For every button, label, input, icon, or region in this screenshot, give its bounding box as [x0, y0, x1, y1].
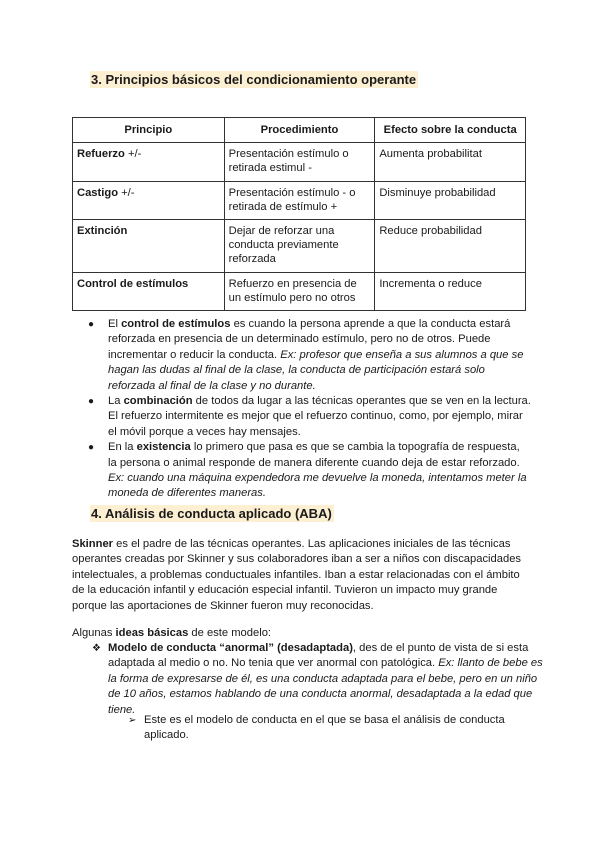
table-cell-procedure: Dejar de reforzar una conducta previamente reforzada: [224, 220, 375, 273]
section-3-heading: 3. Principios básicos del condicionamiento operante: [91, 72, 417, 87]
section-4-heading: 4. Análisis de conducta aplicado (ABA): [91, 506, 332, 521]
table-cell-principle: Refuerzo +/-: [73, 143, 225, 181]
table-header-row: [73, 118, 526, 143]
list-item-level-1: ❖ Modelo de conducta “anormal” (desadaptada), des de el punto de vista de si esta adaptada al medio o no. No tenia que ver anormal con patológica. Ex: llanto de bebe es la forma de expresarse de él, es una conducta adaptada para el bebe, pero en un niño de 10 años, estamos hablando de una conducta anormal, desadaptada a la edad que tiene.: [92, 642, 543, 716]
bullet-dot-icon: ●: [88, 396, 95, 408]
table-cell-principle: Control de estímulos: [73, 272, 225, 310]
list-item-level-2: ➢ Este es el modelo de conducta en el que se basa el análisis de conducta aplicado.: [128, 714, 505, 742]
table-cell-procedure: Presentación estímulo - o retirada de estímulo +: [224, 181, 375, 219]
list-item: ● En la existencia lo primero que pasa es que se cambia la topografía de respuesta, la persona o animal responde de manera diferente cuando deja de estar reforzado. Ex: cuando una máquina expendedora me devuelve la moneda, intentamos meter la moneda de diferentes maneras.: [88, 441, 527, 500]
skinner-paragraph: Skinner es el padre de las técnicas operantes. Las aplicaciones iniciales de las técnicas operantes creadas por Skinner y sus colaboradores iban a ser a niños con discapacidades intelectuales, a problemas conductuales infantiles. Iban a estar relacionadas con el ámbito de la educación infantil y educación especial infantil. Tuvieron un impacto muy grande porque las aportaciones de Skinner fueron muy reconocidas.: [72, 538, 522, 612]
table-cell-effect: Reduce probabilidad: [375, 220, 526, 273]
diamond-bullet-icon: ❖: [92, 643, 101, 654]
table-row: [73, 272, 526, 310]
table-cell-procedure: Refuerzo en presencia de un estímulo pero no otros: [224, 272, 375, 310]
list-item: ● El control de estímulos es cuando la persona aprende a que la conducta estará reforzada en presencia de un determinado estímulo, pero no de otros. Puede incrementar o reducir la conducta. Ex: profesor que enseña a sus alumnos a que se hagan las dudas al final de la clase, la conducta de participación estará solo reforzada al final de la clase y no durante.: [88, 318, 524, 392]
arrow-bullet-icon: ➢: [128, 715, 137, 726]
table-header-principio: Principio: [73, 118, 225, 143]
table-row: [73, 181, 526, 219]
table-row: [73, 220, 526, 273]
bullet-dot-icon: ●: [88, 319, 95, 330]
table-cell-principle: Castigo +/-: [73, 181, 225, 219]
section-3-bullet-list: [86, 317, 531, 502]
bullet-dot-icon: ●: [88, 442, 95, 454]
ideas-intro-paragraph: Algunas ideas básicas de este modelo:: [72, 627, 272, 639]
table-cell-procedure: Presentación estímulo o retirada estimul -: [224, 143, 375, 181]
table-cell-effect: Incrementa o reduce: [375, 272, 526, 310]
table-row: [73, 143, 526, 181]
table-header-efecto: Efecto sobre la conducta: [375, 118, 526, 143]
table-header-procedimiento: Procedimiento: [224, 118, 375, 143]
table-cell-effect: Aumenta probabilitat: [375, 143, 526, 181]
table-cell-principle: Extinción: [73, 220, 225, 273]
list-item: ● La combinación de todos da lugar a las técnicas operantes que se ven en la lectura. El refuerzo intermitente es mejor que el refuerzo continuo, como, por ejemplo, mirar el móvil porque a veces hay mensajes.: [88, 395, 531, 438]
principles-table: [72, 117, 526, 311]
table-cell-effect: Disminuye probabilidad: [375, 181, 526, 219]
